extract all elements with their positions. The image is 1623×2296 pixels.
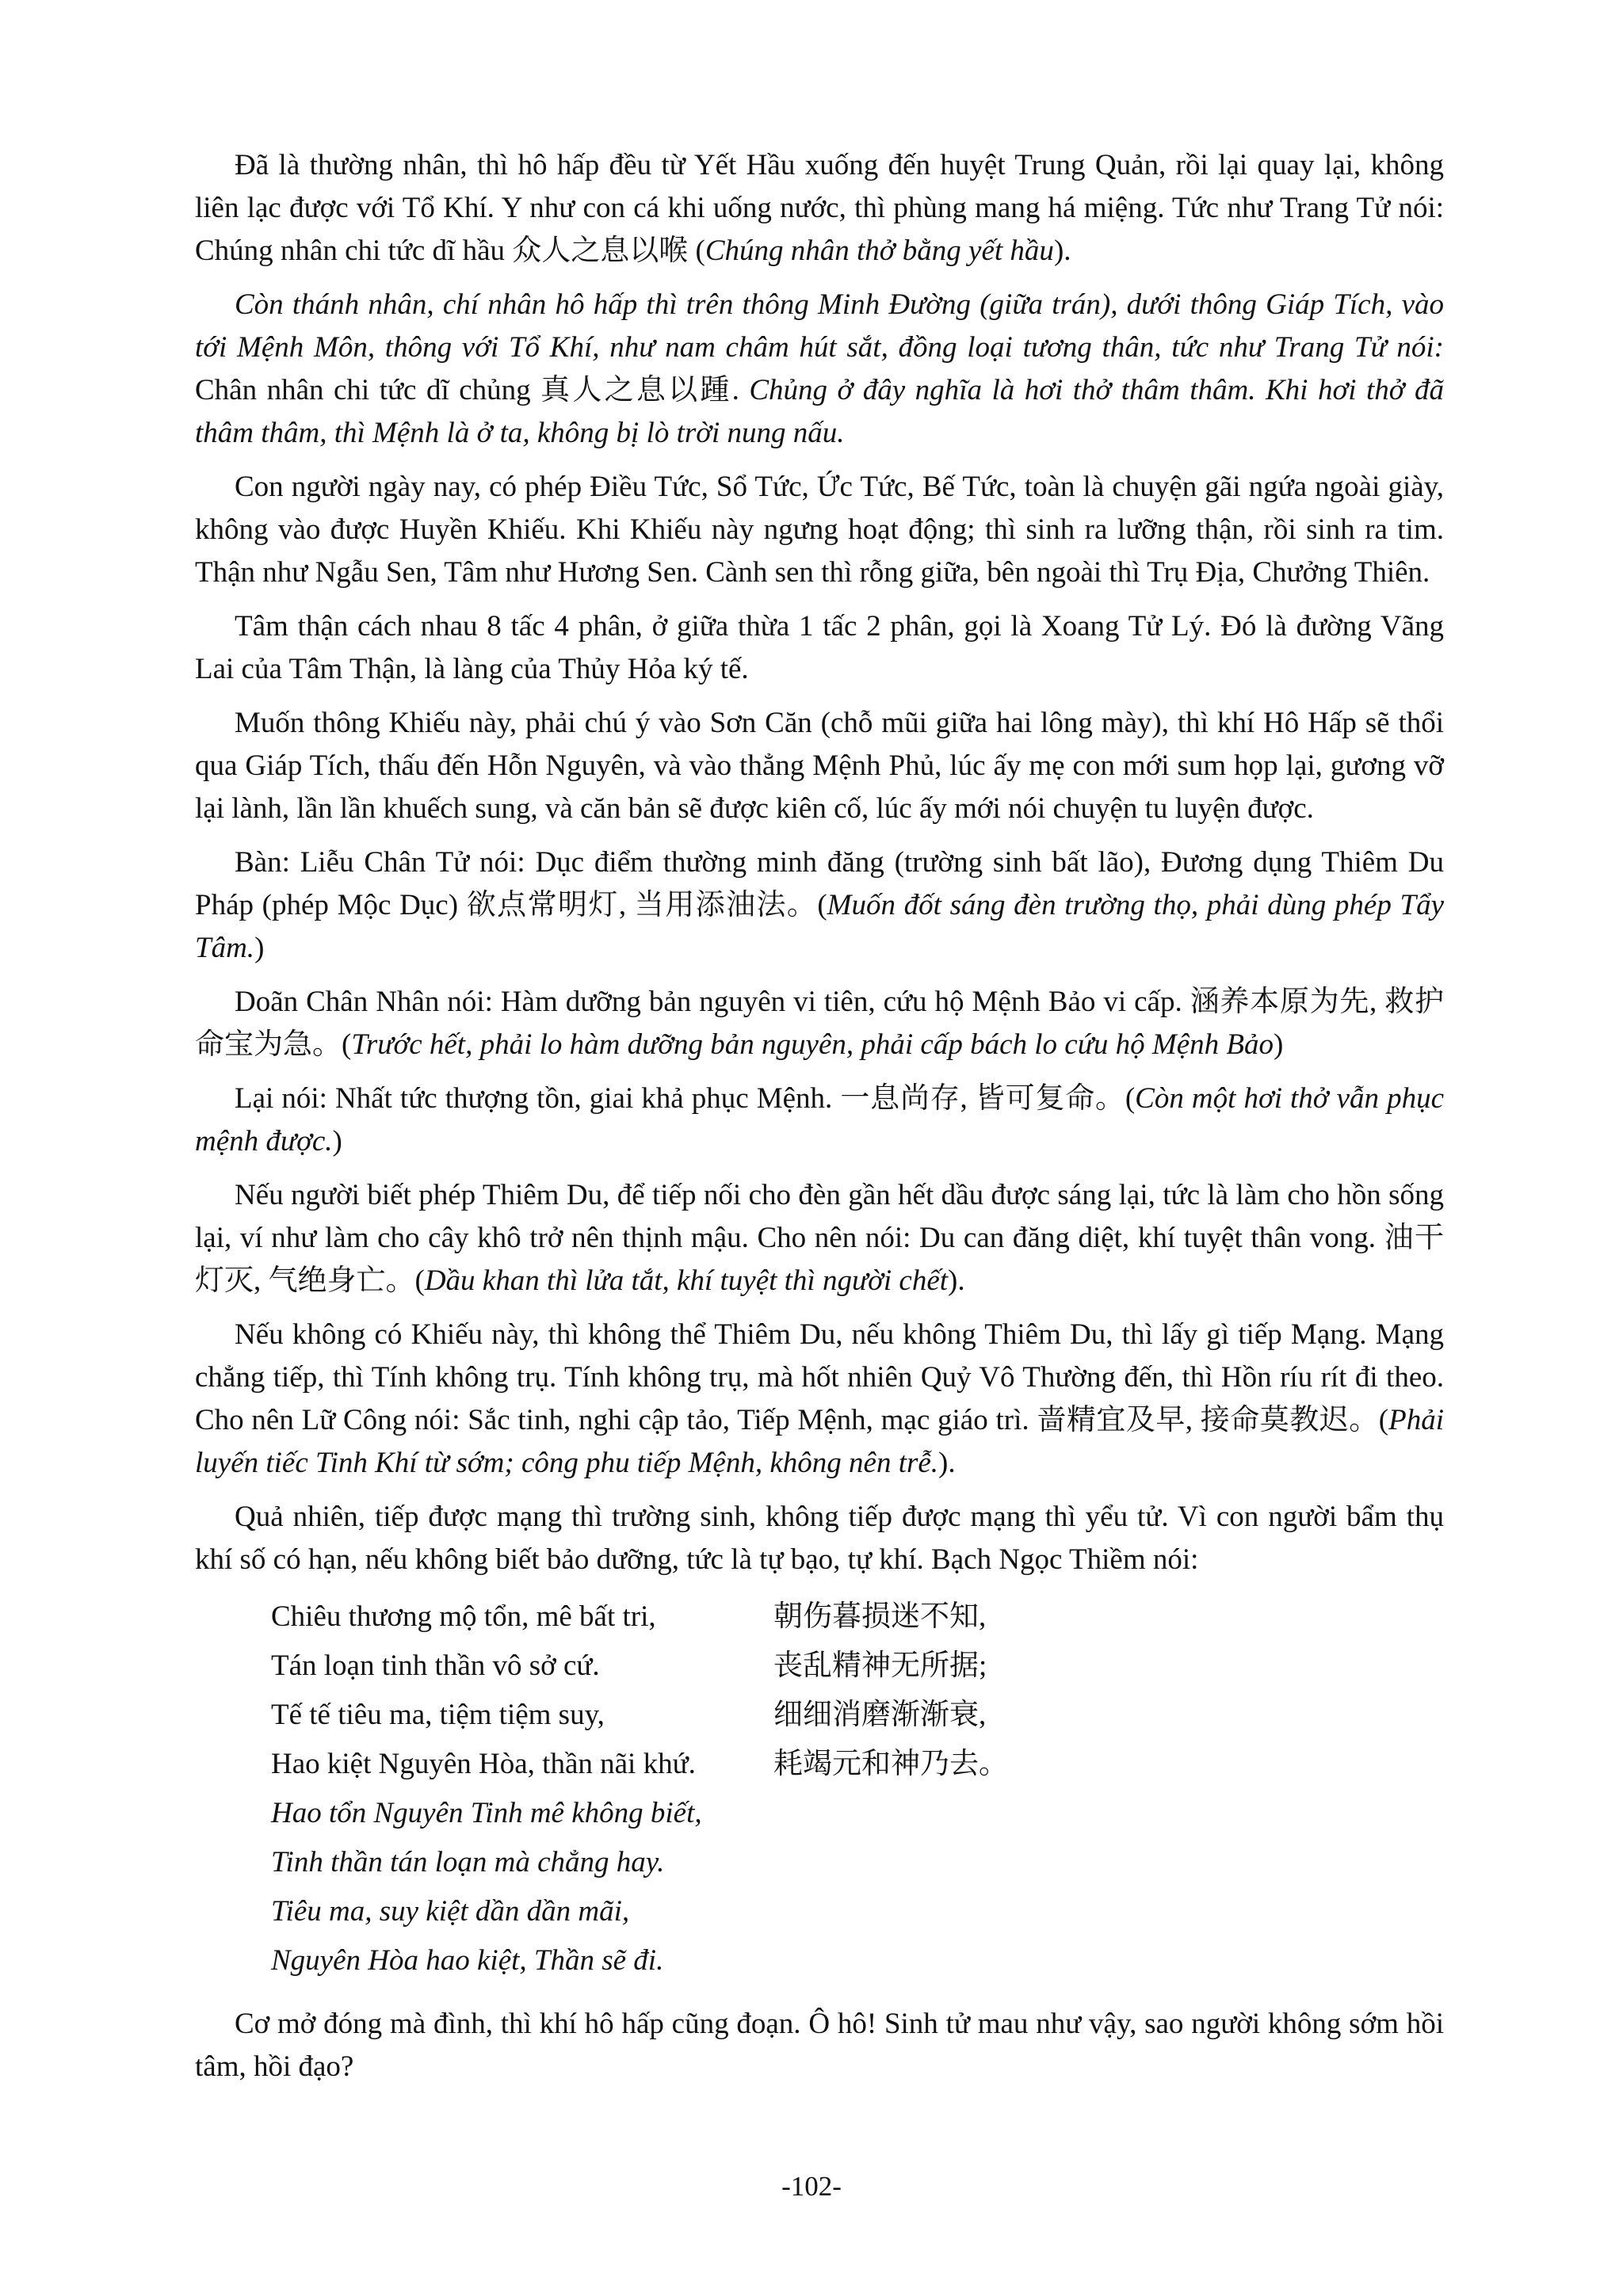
paragraph-3: Con người ngày nay, có phép Điều Tức, Sổ Tức, Ức Tức, Bế Tức, toàn là chuyện gãi ngứa ngoài giày, không vào được Huyền Khiếu. Khi Khiếu này ngưng hoạt động; thì sinh ra lưỡng thận, rồi sinh ra tim. Thận như Ngẫu Sen, Tâm như Hương Sen. Cành sen thì rỗng giữa, bên ngoài thì Trụ Địa, Chưởng Thiên. bbox=[195, 471, 1444, 589]
page-body bbox=[195, 144, 1444, 2100]
paragraph-text: ). bbox=[938, 1447, 956, 1479]
paragraph-text: Bàn: Liễu Chân Tử nói: Dục điểm thường minh đăng (trường sinh bất lão), Đương dụng Thiêm Du Pháp (phép Mộc Dục) 欲点常明灯, 当用添油法。( bbox=[195, 846, 1444, 921]
paragraph-11: Quả nhiên, tiếp được mạng thì trường sinh, không tiếp được mạng thì yểu tử. Vì con người bẩm thụ khí số có hạn, nếu không biết bảo dưỡng, tức là tự bạo, tự khí. Bạch Ngọc Thiềm nói: bbox=[195, 1501, 1444, 1576]
poem-line bbox=[271, 1592, 1444, 1642]
poem-translation-line: Hao tổn Nguyên Tinh mê không biết, bbox=[271, 1797, 702, 1829]
poem-line-chinese: 丧乱精神无所据; bbox=[773, 1650, 987, 1682]
paragraph-6 bbox=[195, 841, 1444, 970]
poem-line-vietnamese: Chiêu thương mộ tổn, mê bất tri, bbox=[271, 1600, 656, 1633]
paragraph-text: Nếu người biết phép Thiêm Du, để tiếp nối cho đèn gần hết dầu được sáng lại, tức là làm cho hồn sống lại, ví như làm cho cây khô trở nên thịnh mậu. Cho nên nói: Du can đăng diệt, khí tuyệt thân vong. 油干灯灭, 气绝身亡。( bbox=[195, 1179, 1444, 1297]
paragraph-5: Muốn thông Khiếu này, phải chú ý vào Sơn Căn (chỗ mũi giữa hai lông mày), thì khí Hô Hấp sẽ thổi qua Giáp Tích, thấu đến Hỗn Nguyên, và vào thẳng Mệnh Phủ, lúc ấy mẹ con mới sum họp lại, gương vỡ lại lành, lần lần khuếch sung, và căn bản sẽ được kiên cố, lúc ấy mới nói chuyện tu luyện được. bbox=[195, 707, 1444, 825]
paragraph-text: Doãn Chân Nhân nói: Hàm dưỡng bản nguyên vi tiên, cứu hộ Mệnh Bảo vi cấp. 涵养本原为先, 救护命宝为急。( bbox=[195, 986, 1444, 1061]
italic-translation: Chúng nhân thở bằng yết hầu bbox=[705, 235, 1054, 267]
paragraph-text: Nếu không có Khiếu này, thì không thể Thiêm Du, nếu không Thiêm Du, thì lấy gì tiếp Mạng. Mạng chẳng tiếp, thì Tính không trụ. Tính không trụ, mà hốt nhiên Quỷ Vô Thường đến, thì Hồn ríu rít đi theo. Cho nên Lữ Công nói: Sắc tinh, nghi cập tảo, Tiếp Mệnh, mạc giáo trì. 啬精宜及早, 接命莫教迟。( bbox=[195, 1318, 1444, 1436]
italic-translation: Dầu khan thì lửa tắt, khí tuyệt thì người chết bbox=[424, 1264, 949, 1297]
poem-translation-line: Nguyên Hòa hao kiệt, Thần sẽ đi. bbox=[271, 1944, 664, 1977]
italic-translation: Muốn đốt sáng đèn trường thọ, phải dùng phép Tẩy Tâm. bbox=[195, 889, 1444, 964]
poem-line-chinese: 朝伤暮损迷不知, bbox=[773, 1600, 987, 1633]
italic-translation: Trước hết, phải lo hàm dưỡng bản nguyên, phải cấp bách lo cứu hộ Mệnh Bảo bbox=[351, 1028, 1274, 1061]
closing-paragraph: Cơ mở đóng mà đình, thì khí hô hấp cũng đoạn. Ô hô! Sinh tử mau như vậy, sao người không sớm hồi tâm, hồi đạo? bbox=[195, 2008, 1444, 2083]
paragraph-text: ). bbox=[948, 1264, 965, 1297]
paragraph-text: Chân nhân chi tức dĩ chủng 真人之息以踵. bbox=[195, 374, 750, 406]
italic-text: Chủng ở đây nghĩa là hơi thở thâm thâm. Khi hơi thở đã thâm thâm, thì Mệnh là ở ta, không bị lò trời nung nấu. bbox=[195, 374, 1444, 449]
page-number: -102- bbox=[781, 2171, 842, 2202]
paragraph-2 bbox=[195, 284, 1444, 455]
poem-translation-line: Tinh thần tán loạn mà chẳng hay. bbox=[271, 1846, 665, 1878]
paragraph-text: Đã là thường nhân, thì hô hấp đều từ Yết Hầu xuống đến huyệt Trung Quản, rồi lại quay lại, không liên lạc được với Tổ Khí. Y như con cá khi uống nước, thì phùng mang há miệng. Tức như Trang Tử nói: Chúng nhân chi tức dĩ hầu 众人之息以喉 ( bbox=[195, 149, 1444, 267]
paragraph-text: ) bbox=[254, 932, 265, 964]
paragraph-9 bbox=[195, 1174, 1444, 1302]
italic-translation: Còn một hơi thở vẫn phục mệnh được. bbox=[195, 1082, 1444, 1158]
poem-line-chinese: 耗竭元和神乃去。 bbox=[773, 1748, 1008, 1780]
poem-line-chinese: 细细消磨渐渐衰, bbox=[773, 1699, 987, 1731]
poem-line-vietnamese: Tế tế tiêu ma, tiệm tiệm suy, bbox=[271, 1699, 605, 1731]
italic-text: Còn thánh nhân, chí nhân hô hấp thì trên thông Minh Đường (giữa trán), dưới thông Giáp Tích, vào tới Mệnh Môn, thông với Tổ Khí, như nam châm hút sắt, đồng loại tương thân, tức như Trang Tử nói: bbox=[195, 288, 1444, 364]
paragraph-7 bbox=[195, 981, 1444, 1066]
poem-line bbox=[271, 1642, 1444, 1691]
poem-line-vietnamese: Tán loạn tinh thần vô sở cứ. bbox=[271, 1650, 600, 1682]
paragraph-text: Lại nói: Nhất tức thượng tồn, giai khả phục Mệnh. 一息尚存, 皆可复命。( bbox=[235, 1082, 1136, 1115]
paragraph-text: ) bbox=[1273, 1028, 1284, 1061]
paragraph-text: ). bbox=[1053, 235, 1071, 267]
poem-line bbox=[271, 1691, 1444, 1740]
poem-line bbox=[271, 1740, 1444, 1789]
poem-line-vietnamese: Hao kiệt Nguyên Hòa, thần nãi khứ. bbox=[271, 1748, 696, 1780]
paragraph-1 bbox=[195, 144, 1444, 273]
italic-translation: Phải luyến tiếc Tinh Khí từ sớm; công phu tiếp Mệnh, không nên trễ. bbox=[195, 1404, 1444, 1479]
paragraph-10 bbox=[195, 1314, 1444, 1485]
poem-translation-line: Tiêu ma, suy kiệt dần dần mãi, bbox=[271, 1895, 630, 1928]
paragraph-text: ) bbox=[332, 1125, 342, 1158]
poem-block bbox=[195, 1592, 1444, 1985]
paragraph-8 bbox=[195, 1077, 1444, 1163]
paragraph-4: Tâm thận cách nhau 8 tấc 4 phân, ở giữa thừa 1 tấc 2 phân, gọi là Xoang Tử Lý. Đó là đường Vãng Lai của Tâm Thận, là làng của Thủy Hỏa ký tế. bbox=[195, 610, 1444, 685]
